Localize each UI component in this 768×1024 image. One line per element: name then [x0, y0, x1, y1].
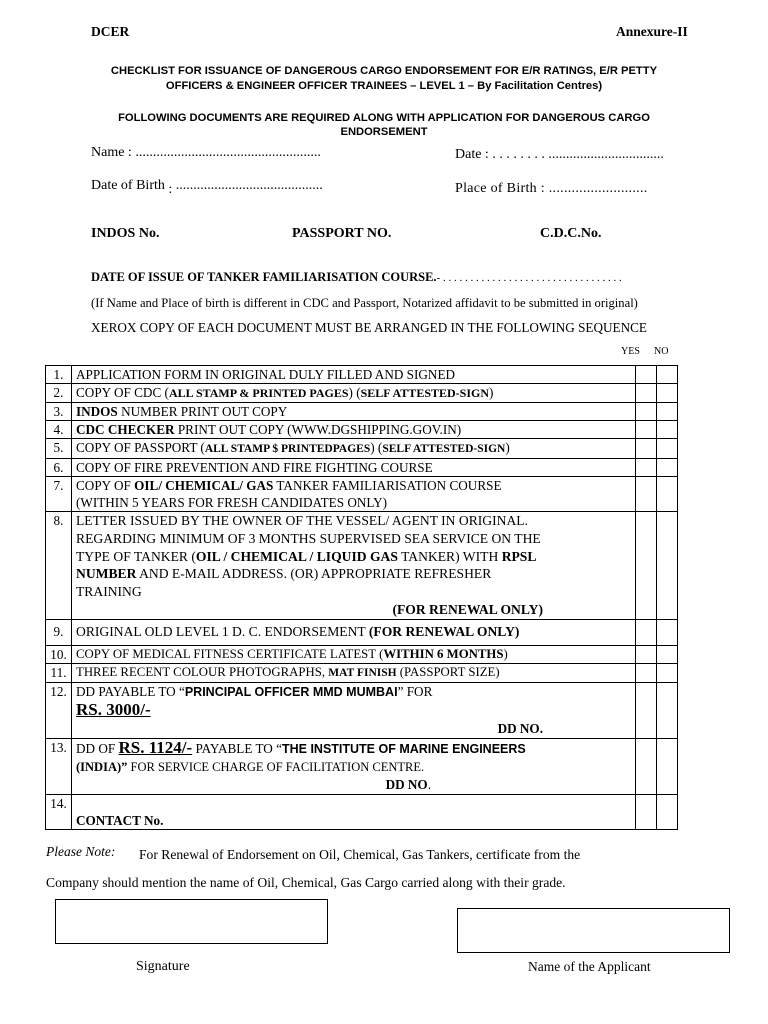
- item-text: COPY OF MEDICAL FITNESS CERTIFICATE LATEST (WITHIN 6 MONTHS): [72, 645, 636, 663]
- no-checkbox[interactable]: [657, 421, 678, 439]
- no-checkbox[interactable]: [657, 366, 678, 384]
- item-number: 10.: [46, 645, 72, 663]
- item-number: 6.: [46, 459, 72, 477]
- please-note-label: Please Note:: [46, 844, 116, 859]
- table-row: [46, 682, 678, 738]
- table-row: [46, 619, 678, 645]
- item-text: COPY OF OIL/ CHEMICAL/ GAS TANKER FAMILIARISATION COURSE (WITHIN 5 YEARS FOR FRESH CANDIDATES ONLY): [72, 477, 636, 512]
- table-row: [46, 477, 678, 512]
- item-text: ORIGINAL OLD LEVEL 1 D. C. ENDORSEMENT (FOR RENEWAL ONLY): [72, 619, 636, 645]
- item-text: DD OF RS. 1124/- PAYABLE TO “THE INSTITUTE OF MARINE ENGINEERS (INDIA)” FOR SERVICE CHARGE OF FACILITATION CENTRE. DD NO.: [72, 738, 636, 794]
- subtitle-line-2: ENDORSEMENT: [340, 126, 428, 138]
- no-checkbox[interactable]: [657, 663, 678, 682]
- yes-checkbox[interactable]: [636, 421, 657, 439]
- item-number: 3.: [46, 403, 72, 421]
- table-row: [46, 738, 678, 794]
- no-checkbox[interactable]: [657, 512, 678, 620]
- item-number: 9.: [46, 619, 72, 645]
- cdc-label: C.D.C.No.: [540, 226, 602, 241]
- no-checkbox[interactable]: [657, 619, 678, 645]
- date-field[interactable]: Date : . . . . . . . . .................................: [455, 147, 664, 162]
- checklist-table: [45, 365, 678, 830]
- table-row: [46, 366, 678, 384]
- tanker-course-dots: - . . . . . . . . . . . . . . . . . . . . . . . . . . . . . . . . .: [436, 272, 622, 284]
- item-number: 5.: [46, 439, 72, 459]
- table-row: [46, 439, 678, 459]
- subtitle-line-1: FOLLOWING DOCUMENTS ARE REQUIRED ALONG WITH APPLICATION FOR DANGEROUS CARGO: [118, 112, 650, 124]
- no-checkbox[interactable]: [657, 403, 678, 421]
- no-checkbox[interactable]: [657, 384, 678, 403]
- item-text: DD PAYABLE TO “PRINCIPAL OFFICER MMD MUMBAI” FOR RS. 3000/- DD NO.: [72, 682, 636, 738]
- yes-checkbox[interactable]: [636, 663, 657, 682]
- item-number: 4.: [46, 421, 72, 439]
- yes-checkbox[interactable]: [636, 439, 657, 459]
- no-checkbox[interactable]: [657, 439, 678, 459]
- yes-checkbox[interactable]: [636, 384, 657, 403]
- dob-label: Date of Birth: [91, 178, 169, 193]
- title-line-2: OFFICERS & ENGINEER OFFICER TRAINEES – LEVEL 1 – By Facilitation Centres): [165, 80, 603, 92]
- item-number: 8.: [46, 512, 72, 620]
- tanker-course-label: DATE OF ISSUE OF TANKER FAMILIARISATION COURSE.: [91, 270, 437, 284]
- table-row: [46, 794, 678, 829]
- item-text: COPY OF CDC (ALL STAMP & PRINTED PAGES) (SELF ATTESTED-SIGN): [72, 384, 636, 403]
- table-row: [46, 512, 678, 620]
- signature-box[interactable]: [55, 899, 328, 944]
- item-number: 13.: [46, 738, 72, 794]
- header-dcer: DCER: [91, 24, 130, 39]
- dob-field[interactable]: [91, 178, 323, 197]
- note-line-2: Company should mention the name of Oil, Chemical, Gas Cargo carried along with their grade.: [46, 875, 566, 890]
- note-line-1: For Renewal of Endorsement on Oil, Chemical, Gas Tankers, certificate from the: [139, 847, 581, 862]
- no-checkbox[interactable]: [657, 738, 678, 794]
- item-number: 11.: [46, 663, 72, 682]
- applicant-name-box[interactable]: [457, 908, 730, 953]
- table-row: [46, 663, 678, 682]
- applicant-name-label: Name of the Applicant: [528, 959, 651, 974]
- item-text: THREE RECENT COLOUR PHOTOGRAPHS, MAT FINISH (PASSPORT SIZE): [72, 663, 636, 682]
- yes-checkbox[interactable]: [636, 645, 657, 663]
- yes-checkbox[interactable]: [636, 366, 657, 384]
- no-checkbox[interactable]: [657, 682, 678, 738]
- yes-checkbox[interactable]: [636, 794, 657, 829]
- yes-checkbox[interactable]: [636, 477, 657, 512]
- item-text: LETTER ISSUED BY THE OWNER OF THE VESSEL/ AGENT IN ORIGINAL. REGARDING MINIMUM OF 3 MONTHS SUPERVISED SEA SERVICE ON THE TYPE OF TANKER (OIL / CHEMICAL / LIQUID GAS TANKER) WITH RPSL NUMBER AND E-MAIL ADDRESS. (OR) APPROPRIATE REFRESHER TRAINING (FOR RENEWAL ONLY): [72, 512, 636, 620]
- no-checkbox[interactable]: [657, 794, 678, 829]
- item-text: COPY OF PASSPORT (ALL STAMP $ PRINTEDPAGES) (SELF ATTESTED-SIGN): [72, 439, 636, 459]
- no-column-header: NO: [654, 346, 669, 357]
- yes-column-header: YES: [621, 346, 640, 357]
- yes-checkbox[interactable]: [636, 512, 657, 620]
- header-annexure: Annexure-II: [616, 24, 688, 39]
- item-number: 2.: [46, 384, 72, 403]
- item-text: APPLICATION FORM IN ORIGINAL DULY FILLED AND SIGNED: [72, 366, 636, 384]
- item-text: CDC CHECKER PRINT OUT COPY (WWW.DGSHIPPING.GOV.IN): [72, 421, 636, 439]
- item-text: INDOS NUMBER PRINT OUT COPY: [72, 403, 636, 421]
- passport-label: PASSPORT NO.: [292, 226, 392, 241]
- item-text: COPY OF FIRE PREVENTION AND FIRE FIGHTING COURSE: [72, 459, 636, 477]
- tanker-course-date-field[interactable]: [91, 270, 622, 285]
- table-row: [46, 459, 678, 477]
- item-number: 7.: [46, 477, 72, 512]
- yes-checkbox[interactable]: [636, 738, 657, 794]
- yes-checkbox[interactable]: [636, 459, 657, 477]
- dob-dots: ..........................................: [172, 178, 323, 193]
- item-text: CONTACT No.: [72, 794, 636, 829]
- affidavit-note: (If Name and Place of birth is different in CDC and Passport, Notarized affidavit to be submitted in original): [91, 296, 638, 310]
- item-number: 14.: [46, 794, 72, 829]
- dob-colon: :: [168, 182, 173, 197]
- title-line-1: CHECKLIST FOR ISSUANCE OF DANGEROUS CARGO ENDORSEMENT FOR E/R RATINGS, E/R PETTY: [110, 65, 658, 77]
- no-checkbox[interactable]: [657, 645, 678, 663]
- no-checkbox[interactable]: [657, 477, 678, 512]
- table-row: [46, 645, 678, 663]
- no-checkbox[interactable]: [657, 459, 678, 477]
- signature-label: Signature: [136, 959, 190, 974]
- yes-checkbox[interactable]: [636, 403, 657, 421]
- yes-checkbox[interactable]: [636, 619, 657, 645]
- indos-label: INDOS No.: [91, 226, 160, 241]
- place-of-birth-field[interactable]: Place of Birth : ..........................: [455, 181, 648, 196]
- name-field[interactable]: Name : .....................................................: [91, 145, 321, 160]
- item-number: 12.: [46, 682, 72, 738]
- table-row: [46, 384, 678, 403]
- yes-checkbox[interactable]: [636, 682, 657, 738]
- sequence-note: XEROX COPY OF EACH DOCUMENT MUST BE ARRANGED IN THE FOLLOWING SEQUENCE: [91, 320, 647, 335]
- table-row: [46, 421, 678, 439]
- item-number: 1.: [46, 366, 72, 384]
- table-row: [46, 403, 678, 421]
